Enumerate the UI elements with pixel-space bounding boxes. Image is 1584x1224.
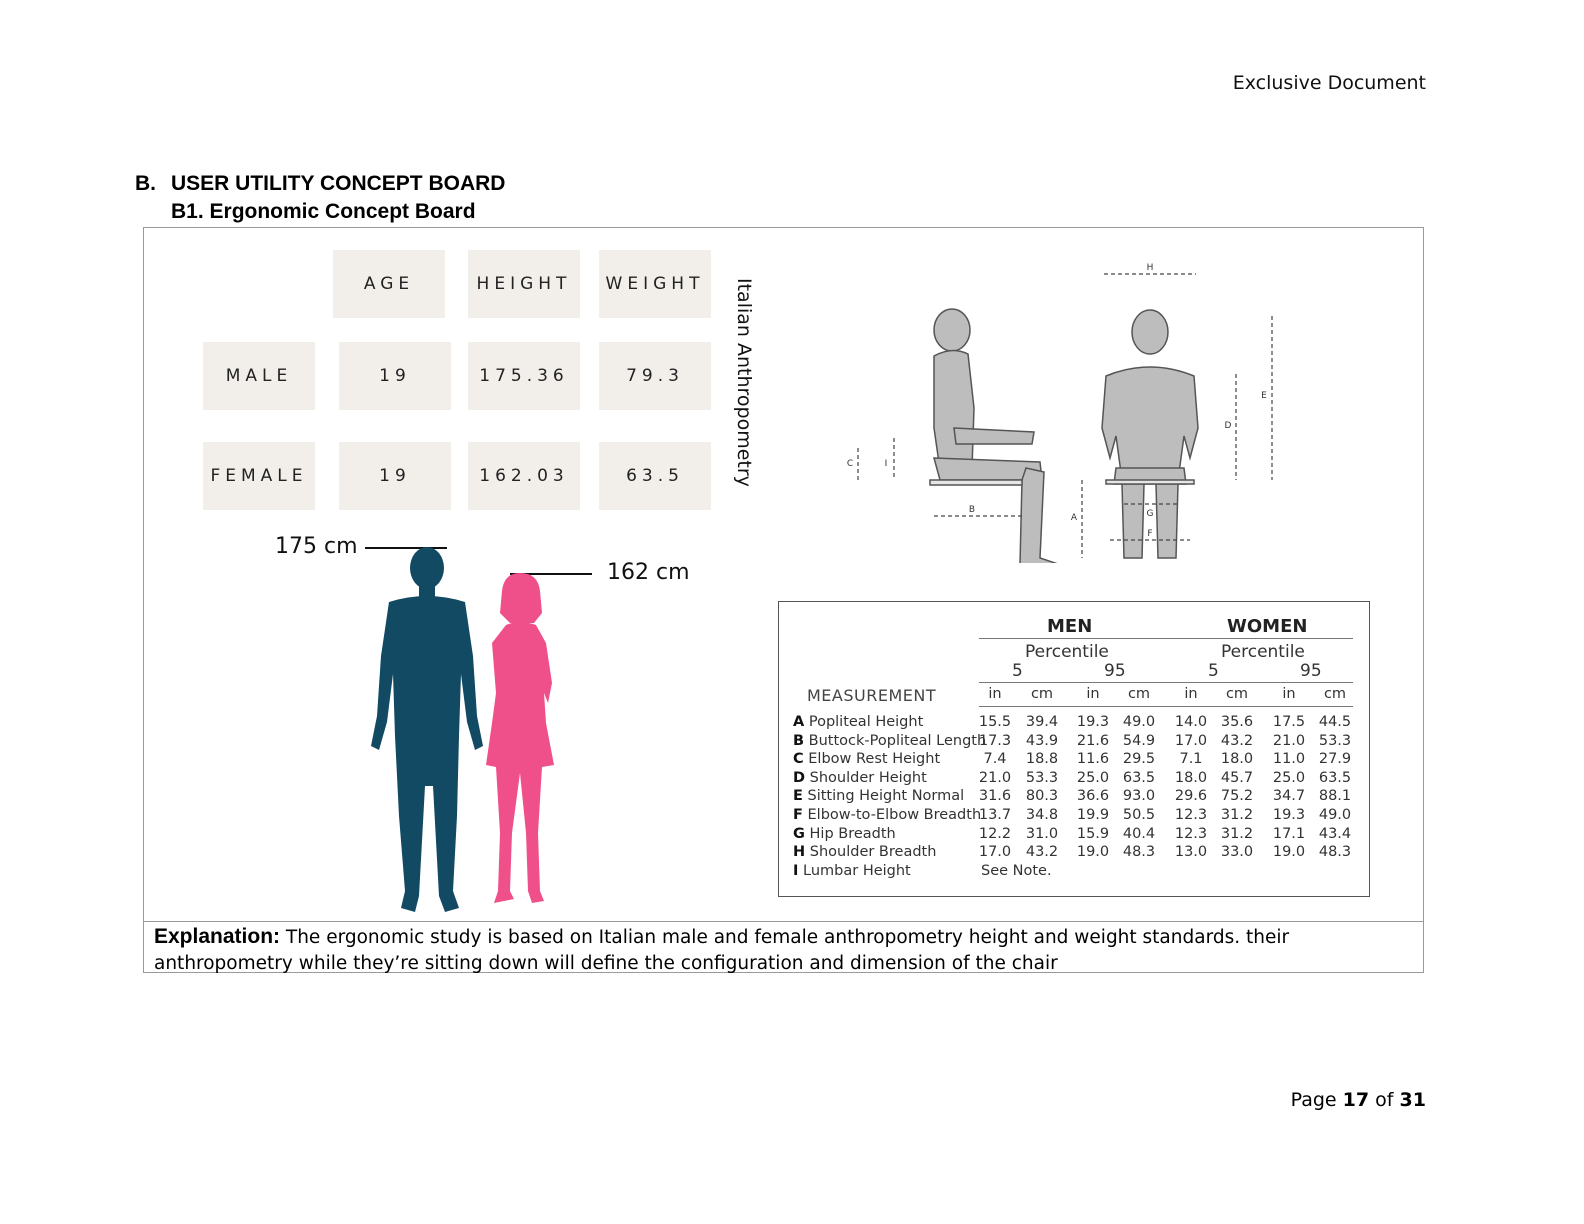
measurement-key: D xyxy=(793,769,806,786)
male-height-marker-label: 175 cm xyxy=(275,534,358,559)
measurement-value: 48.3 xyxy=(1318,844,1352,861)
measurement-value: 31.2 xyxy=(1220,807,1254,823)
col-header-age: AGE xyxy=(333,250,445,318)
measurement-value: 53.3 xyxy=(1025,769,1059,786)
measurement-key: B xyxy=(793,732,805,749)
measurement-value: 33.0 xyxy=(1220,844,1254,861)
measurement-value: 12.3 xyxy=(1174,807,1208,823)
measurement-name: Shoulder Breadth xyxy=(809,844,937,861)
row-label-male: MALE xyxy=(203,342,315,410)
measurement-value: 80.3 xyxy=(1025,788,1059,805)
measurement-value: 18.0 xyxy=(1174,769,1208,786)
men-group-label: MEN xyxy=(1047,616,1093,637)
measurement-value: 12.3 xyxy=(1174,825,1208,842)
measurement-row-label xyxy=(793,770,927,786)
measurement-value: 75.2 xyxy=(1220,788,1254,805)
women-pct-95: 95 xyxy=(1300,661,1322,681)
measurement-row-label xyxy=(793,788,964,804)
measurement-value: 43.2 xyxy=(1025,844,1059,861)
page-total: 31 xyxy=(1399,1089,1426,1111)
measurement-row-label xyxy=(793,751,940,767)
figure-letter-h: H xyxy=(1146,263,1154,273)
measurement-value: 7.4 xyxy=(983,751,1007,768)
measurement-value: 53.3 xyxy=(1318,732,1352,749)
unit-header: cm xyxy=(1225,686,1249,702)
figure-letter-d: D xyxy=(1224,421,1232,431)
women-pct-5: 5 xyxy=(1208,661,1219,681)
measurement-value: 63.5 xyxy=(1318,769,1352,786)
unit-header: in xyxy=(1086,686,1100,702)
measurement-row-label xyxy=(793,863,911,879)
section-letter: B. xyxy=(135,172,156,195)
percentile-rule xyxy=(979,682,1353,683)
measurement-value: 31.6 xyxy=(978,788,1012,805)
measurement-value: 93.0 xyxy=(1122,788,1156,805)
measurement-key: A xyxy=(793,714,805,730)
measurement-value: 34.7 xyxy=(1272,788,1306,805)
measurement-value: 13.7 xyxy=(978,807,1012,823)
female-silhouette xyxy=(482,573,562,913)
page-number: 17 xyxy=(1342,1089,1370,1111)
measurement-value: 18.0 xyxy=(1220,751,1254,768)
measurement-table xyxy=(778,601,1370,897)
women-percentile-label: Percentile xyxy=(1221,642,1305,662)
female-age: 19 xyxy=(339,442,451,510)
measurement-value: 17.3 xyxy=(978,732,1012,749)
col-header-weight: WEIGHT xyxy=(599,250,711,318)
male-height: 175.36 xyxy=(468,342,580,410)
women-group-label: WOMEN xyxy=(1227,616,1308,637)
measurement-value: 11.6 xyxy=(1076,751,1110,768)
measurement-name: Popliteal Height xyxy=(808,714,924,730)
measurement-value: 48.3 xyxy=(1122,844,1156,861)
measurement-value: 17.0 xyxy=(978,844,1012,861)
measurement-value: 19.9 xyxy=(1076,807,1110,823)
measurement-value: 36.6 xyxy=(1076,788,1110,805)
unit-header: cm xyxy=(1030,686,1054,702)
measurement-value: 35.6 xyxy=(1220,714,1254,730)
page-footer xyxy=(1291,1089,1426,1111)
figure-letter-e: E xyxy=(1261,391,1267,401)
measurement-row-label xyxy=(793,807,981,823)
measurement-value: 17.5 xyxy=(1272,714,1306,730)
measurement-value: 54.9 xyxy=(1122,732,1156,749)
measurement-value: 13.0 xyxy=(1174,844,1208,861)
page-word: Page xyxy=(1290,1089,1337,1111)
female-height-marker-label: 162 cm xyxy=(607,560,690,585)
figure-letter-f: F xyxy=(1147,529,1153,539)
measurement-value: 11.0 xyxy=(1272,751,1306,768)
measurement-key: G xyxy=(793,825,805,842)
measurement-value: 15.5 xyxy=(978,714,1012,730)
measurement-value: 31.2 xyxy=(1220,825,1254,842)
measurement-value: 18.8 xyxy=(1025,751,1059,768)
measurement-value: 19.3 xyxy=(1272,807,1306,823)
measurement-value: 43.9 xyxy=(1025,732,1059,749)
unit-header: cm xyxy=(1323,686,1347,702)
figure-letter-a: A xyxy=(1070,513,1078,523)
measurement-key: H xyxy=(793,844,806,861)
measurement-row-label xyxy=(793,844,936,860)
men-pct-5: 5 xyxy=(1012,661,1023,681)
unit-header: in xyxy=(1184,686,1198,702)
seated-ergonomic-diagram xyxy=(844,258,1304,563)
measurement-value: 45.7 xyxy=(1220,769,1254,786)
measurement-value: 17.1 xyxy=(1272,825,1306,842)
measurement-value: 21.0 xyxy=(1272,732,1306,749)
row-label-female: FEMALE xyxy=(203,442,315,510)
concept-board xyxy=(143,227,1424,973)
measurement-value: 43.2 xyxy=(1220,732,1254,749)
measurement-value: 44.5 xyxy=(1318,714,1352,730)
measurement-value: 15.9 xyxy=(1076,825,1110,842)
measurement-value: 43.4 xyxy=(1318,825,1352,842)
measurement-value: 17.0 xyxy=(1174,732,1208,749)
measurement-row-label xyxy=(793,733,986,749)
subsection-title: B1. Ergonomic Concept Board xyxy=(171,200,476,223)
explanation-text: The ergonomic study is based on Italian male and female anthropometry height and weight standards. their anthropometry while they’re sitting down will define the configuration and dimension of the chair xyxy=(154,927,1290,974)
measurement-name: Buttock-Popliteal Length xyxy=(808,732,987,749)
explanation-label: Explanation: xyxy=(154,925,281,948)
measurement-name: Elbow Rest Height xyxy=(808,751,941,768)
male-age: 19 xyxy=(339,342,451,410)
measurement-name: Hip Breadth xyxy=(809,825,896,842)
measurement-value: 34.8 xyxy=(1025,807,1059,823)
group-rule xyxy=(979,638,1353,639)
measurement-value: 12.2 xyxy=(978,825,1012,842)
measurement-value: 88.1 xyxy=(1318,788,1352,805)
measurement-value: 7.1 xyxy=(1179,751,1203,768)
figure-letter-i: I xyxy=(884,459,888,469)
measurement-value: 50.5 xyxy=(1122,807,1156,823)
measurement-key: I xyxy=(793,862,799,879)
measurement-value: 25.0 xyxy=(1076,769,1110,786)
measurement-name: Shoulder Height xyxy=(809,769,927,786)
section-title-text: USER UTILITY CONCEPT BOARD xyxy=(171,172,506,195)
unit-header: in xyxy=(1282,686,1296,702)
section-title xyxy=(135,172,505,196)
document-label: Exclusive Document xyxy=(1232,72,1426,94)
measurement-key: F xyxy=(793,807,803,823)
measurement-key: C xyxy=(793,751,804,768)
male-silhouette xyxy=(349,546,504,921)
explanation-box xyxy=(144,921,1423,973)
measurement-value: 29.5 xyxy=(1122,751,1156,768)
measurement-key: E xyxy=(793,788,803,805)
measurement-value: 25.0 xyxy=(1272,769,1306,786)
measurement-value: 29.6 xyxy=(1174,788,1208,805)
measurement-row-label xyxy=(793,826,896,842)
measurement-name: Sitting Height Normal xyxy=(807,788,965,805)
measurement-value: 63.5 xyxy=(1122,769,1156,786)
measurement-value: 14.0 xyxy=(1174,714,1208,730)
measurement-value: 19.0 xyxy=(1272,844,1306,861)
measurement-row-label xyxy=(793,714,923,730)
female-height: 162.03 xyxy=(468,442,580,510)
men-percentile-label: Percentile xyxy=(1025,642,1109,662)
measurement-note: See Note. xyxy=(981,862,1052,879)
measurement-value: 21.0 xyxy=(978,769,1012,786)
measurement-value: 39.4 xyxy=(1025,714,1059,730)
male-weight: 79.3 xyxy=(599,342,711,410)
measurement-value: 31.0 xyxy=(1025,825,1059,842)
board-body xyxy=(144,228,1423,921)
italian-anthropometry-label: Italian Anthropometry xyxy=(733,278,755,487)
measurement-value: 19.3 xyxy=(1076,714,1110,730)
figure-letter-g: G xyxy=(1146,509,1154,519)
men-pct-95: 95 xyxy=(1104,661,1126,681)
female-weight: 63.5 xyxy=(599,442,711,510)
measurement-value: 19.0 xyxy=(1076,844,1110,861)
figure-letter-c: C xyxy=(846,459,854,469)
measurement-value: 49.0 xyxy=(1318,807,1352,823)
measurement-value: 40.4 xyxy=(1122,825,1156,842)
of-word: of xyxy=(1375,1089,1394,1111)
measurement-value: 21.6 xyxy=(1076,732,1110,749)
unit-header: in xyxy=(988,686,1002,702)
measurement-name: Elbow-to-Elbow Breadth xyxy=(807,807,982,823)
units-rule xyxy=(979,706,1353,707)
figure-letter-b: B xyxy=(968,505,976,515)
measurement-value: 27.9 xyxy=(1318,751,1352,768)
measurement-name: Lumbar Height xyxy=(803,862,911,879)
measurement-col-header: MEASUREMENT xyxy=(807,686,937,705)
measurement-value: 49.0 xyxy=(1122,714,1156,730)
col-header-height: HEIGHT xyxy=(468,250,580,318)
unit-header: cm xyxy=(1127,686,1151,702)
